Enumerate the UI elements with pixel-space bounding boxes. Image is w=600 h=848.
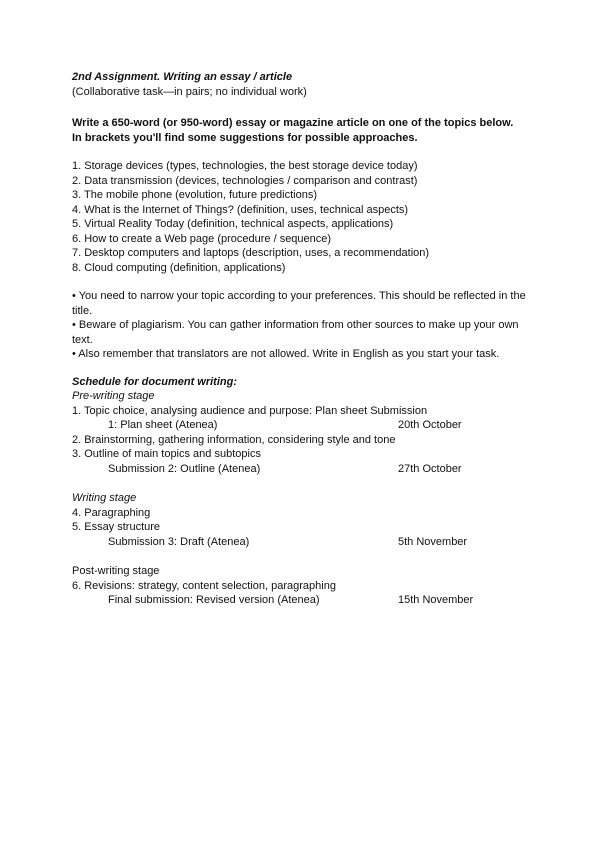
topic-item: 1. Storage devices (types, technologies, the best storage device today) — [72, 160, 418, 172]
note-item: • You need to narrow your topic according to your preferences. This should be reflected in the title. — [72, 290, 526, 317]
submission-date: 27th October — [398, 462, 462, 475]
submission-date: 15th November — [398, 594, 474, 606]
submission-task: 1: Plan sheet (Atenea) — [108, 419, 218, 431]
topic-list — [72, 159, 532, 275]
topic-item: 5. Virtual Reality Today (definition, technical aspects, applications) — [72, 218, 394, 230]
postwriting-section — [72, 564, 532, 608]
document-page — [72, 70, 532, 608]
topic-item: 7. Desktop computers and laptops (description, uses, a recommendation) — [72, 247, 430, 259]
schedule-step: 1. Topic choice, analysing audience and purpose: Plan sheet Submission — [72, 404, 428, 417]
schedule-step: 5. Essay structure — [72, 521, 161, 533]
submission-date: 5th November — [398, 535, 468, 548]
topic-item: 2. Data transmission (devices, technologies / comparison and contrast) — [72, 174, 418, 187]
topic-item: 8. Cloud computing (definition, applications) — [72, 261, 286, 274]
submission-row — [72, 535, 532, 550]
assignment-title: 2nd Assignment. Writing an essay / article — [72, 71, 293, 83]
intro-line-1: Write a 650-word (or 950-word) essay or magazine article on one of the topics below. — [72, 117, 514, 129]
topic-item: 3. The mobile phone (evolution, future predictions) — [72, 189, 317, 201]
submission-row — [72, 418, 532, 433]
writing-section — [72, 491, 532, 549]
prewriting-stage-label: Pre-writing stage — [72, 390, 155, 402]
schedule-step: 6. Revisions: strategy, content selection, paragraphing — [72, 579, 336, 592]
intro-line-2: In brackets you'll find some suggestions for possible approaches. — [72, 131, 418, 144]
note-item: • Beware of plagiarism. You can gather information from other sources to make up your own text. — [72, 319, 519, 346]
prewriting-section — [72, 389, 532, 476]
note-item: • Also remember that translators are not allowed. Write in English as you start your task. — [72, 348, 500, 360]
submission-task: Submission 2: Outline (Atenea) — [108, 462, 261, 475]
writing-stage-label: Writing stage — [72, 492, 137, 504]
schedule-step: 2. Brainstorming, gathering information, considering style and tone — [72, 433, 396, 446]
submission-row — [72, 462, 532, 477]
submission-row — [72, 593, 532, 608]
topic-item: 4. What is the Internet of Things? (definition, uses, technical aspects) — [72, 203, 409, 216]
intro-block — [72, 116, 532, 145]
submission-task: Submission 3: Draft (Atenea) — [108, 535, 250, 548]
postwriting-stage-label: Post-writing stage — [72, 565, 160, 577]
topic-item: 6. How to create a Web page (procedure / sequence) — [72, 232, 332, 245]
assignment-subtitle: (Collaborative task—in pairs; no individual work) — [72, 85, 307, 98]
submission-date: 20th October — [398, 419, 462, 431]
submission-task: Final submission: Revised version (Atenea) — [108, 594, 320, 606]
notes-list — [72, 289, 532, 362]
schedule-title: Schedule for document writing: — [72, 375, 238, 388]
schedule-step: 3. Outline of main topics and subtopics — [72, 448, 261, 460]
schedule-step: 4. Paragraphing — [72, 506, 151, 519]
